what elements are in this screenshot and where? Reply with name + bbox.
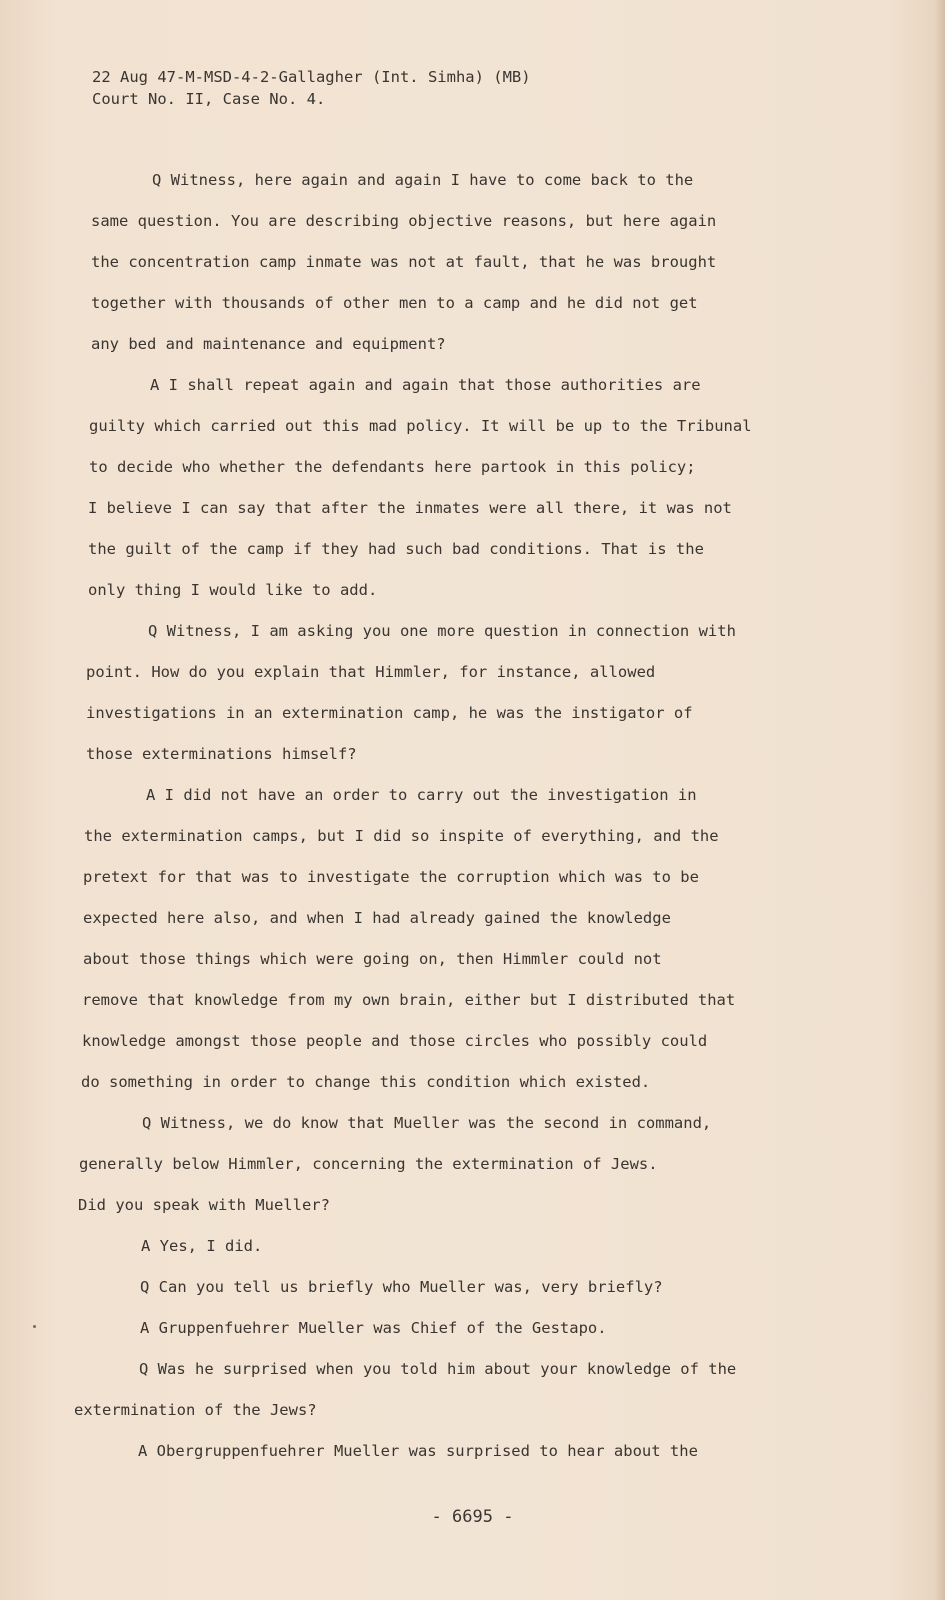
text-line: about those things which were going on, then Himmler could not (83, 950, 662, 968)
header-line-2: Court No. II, Case No. 4. (92, 90, 326, 108)
page-number: - 6695 - (431, 1507, 514, 1527)
text-line: A Gruppenfuehrer Mueller was Chief of the Gestapo. (140, 1319, 607, 1337)
text-line: those exterminations himself? (86, 745, 357, 763)
text-line: Q Witness, here again and again I have to come back to the (152, 171, 694, 189)
text-line: Q Can you tell us briefly who Mueller was, very briefly? (140, 1278, 663, 1296)
header-line-1: 22 Aug 47-M-MSD-4-2-Gallagher (Int. Simha) (MB) (92, 68, 531, 86)
text-line: generally below Himmler, concerning the extermination of Jews. (79, 1155, 658, 1173)
text-line: remove that knowledge from my own brain, either but I distributed that (82, 991, 736, 1009)
text-line: A Yes, I did. (141, 1237, 263, 1255)
text-line: to decide who whether the defendants here partook in this policy; (89, 458, 696, 476)
text-line: Q Was he surprised when you told him about your knowledge of the (139, 1360, 737, 1378)
text-line: investigations in an extermination camp, he was the instigator of (86, 704, 693, 722)
text-line: only thing I would like to add. (88, 581, 378, 599)
text-line: A Obergruppenfuehrer Mueller was surprised to hear about the (138, 1442, 698, 1460)
text-line: A I did not have an order to carry out the investigation in (146, 786, 697, 804)
text-line: together with thousands of other men to a camp and he did not get (91, 294, 698, 312)
text-line: Q Witness, I am asking you one more question in connection with (148, 622, 736, 640)
text-line: extermination of the Jews? (74, 1401, 317, 1419)
text-line: same question. You are describing objective reasons, but here again (91, 212, 717, 230)
text-line: the guilt of the camp if they had such bad conditions. That is the (88, 540, 704, 558)
text-line: any bed and maintenance and equipment? (91, 335, 446, 353)
text-line: do something in order to change this condition which existed. (81, 1073, 651, 1091)
text-line: expected here also, and when I had already gained the knowledge (83, 909, 671, 927)
text-line: guilty which carried out this mad policy. It will be up to the Tribunal (89, 417, 752, 435)
text-line: pretext for that was to investigate the corruption which was to be (83, 868, 699, 886)
text-line: the extermination camps, but I did so inspite of everything, and the (84, 827, 719, 845)
text-line: point. How do you explain that Himmler, for instance, allowed (86, 663, 656, 681)
text-line: knowledge amongst those people and those circles who possibly could (82, 1032, 708, 1050)
text-line: Q Witness, we do know that Mueller was the second in command, (142, 1114, 712, 1132)
text-line: the concentration camp inmate was not at fault, that he was brought (91, 253, 717, 271)
paper-speck (33, 1325, 36, 1328)
text-line: I believe I can say that after the inmates were all there, it was not (88, 499, 732, 517)
text-line: A I shall repeat again and again that those authorities are (150, 376, 701, 394)
text-line: Did you speak with Mueller? (78, 1196, 330, 1214)
